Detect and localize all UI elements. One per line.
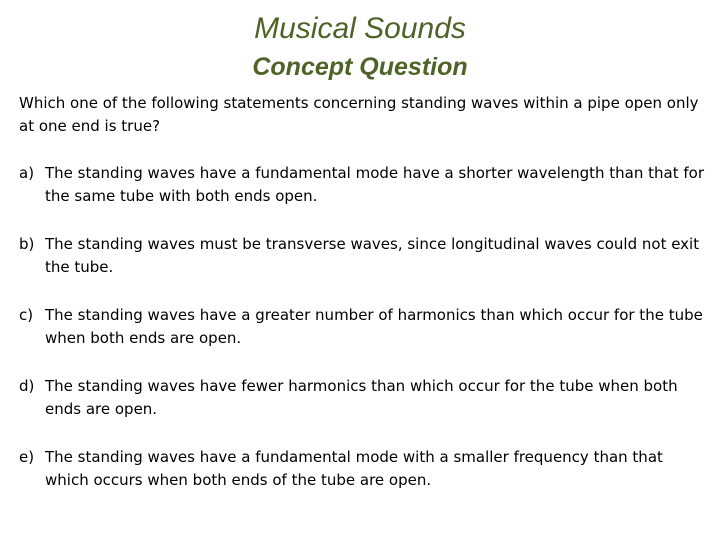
- option-d: [19, 375, 709, 421]
- option-text: The standing waves must be transverse waves, since longitudinal waves could not exit the tube.: [45, 235, 700, 276]
- option-letter: b): [19, 235, 35, 253]
- option-text: The standing waves have a greater number of harmonics than which occur for the tube when both ends are open.: [45, 306, 703, 347]
- slide-subtitle: Concept Question: [252, 53, 468, 81]
- answer-options: [19, 162, 709, 517]
- option-text: The standing waves have a fundamental mode with a smaller frequency than that which occurs when both ends of the tube are open.: [45, 448, 663, 489]
- option-letter: d): [19, 377, 35, 395]
- option-text: The standing waves have a fundamental mode have a shorter wavelength than that for the same tube with both ends open.: [45, 164, 704, 205]
- slide-title: Musical Sounds: [254, 12, 466, 45]
- option-text: The standing waves have fewer harmonics than which occur for the tube when both ends are open.: [45, 377, 678, 418]
- question-text: Which one of the following statements concerning standing waves within a pipe open only at one end is true?: [19, 94, 699, 135]
- option-letter: e): [19, 448, 35, 466]
- option-c: [19, 304, 709, 350]
- option-letter: a): [19, 164, 35, 182]
- option-letter: c): [19, 306, 34, 324]
- option-e: [19, 446, 709, 492]
- option-a: [19, 162, 709, 208]
- option-b: [19, 233, 709, 279]
